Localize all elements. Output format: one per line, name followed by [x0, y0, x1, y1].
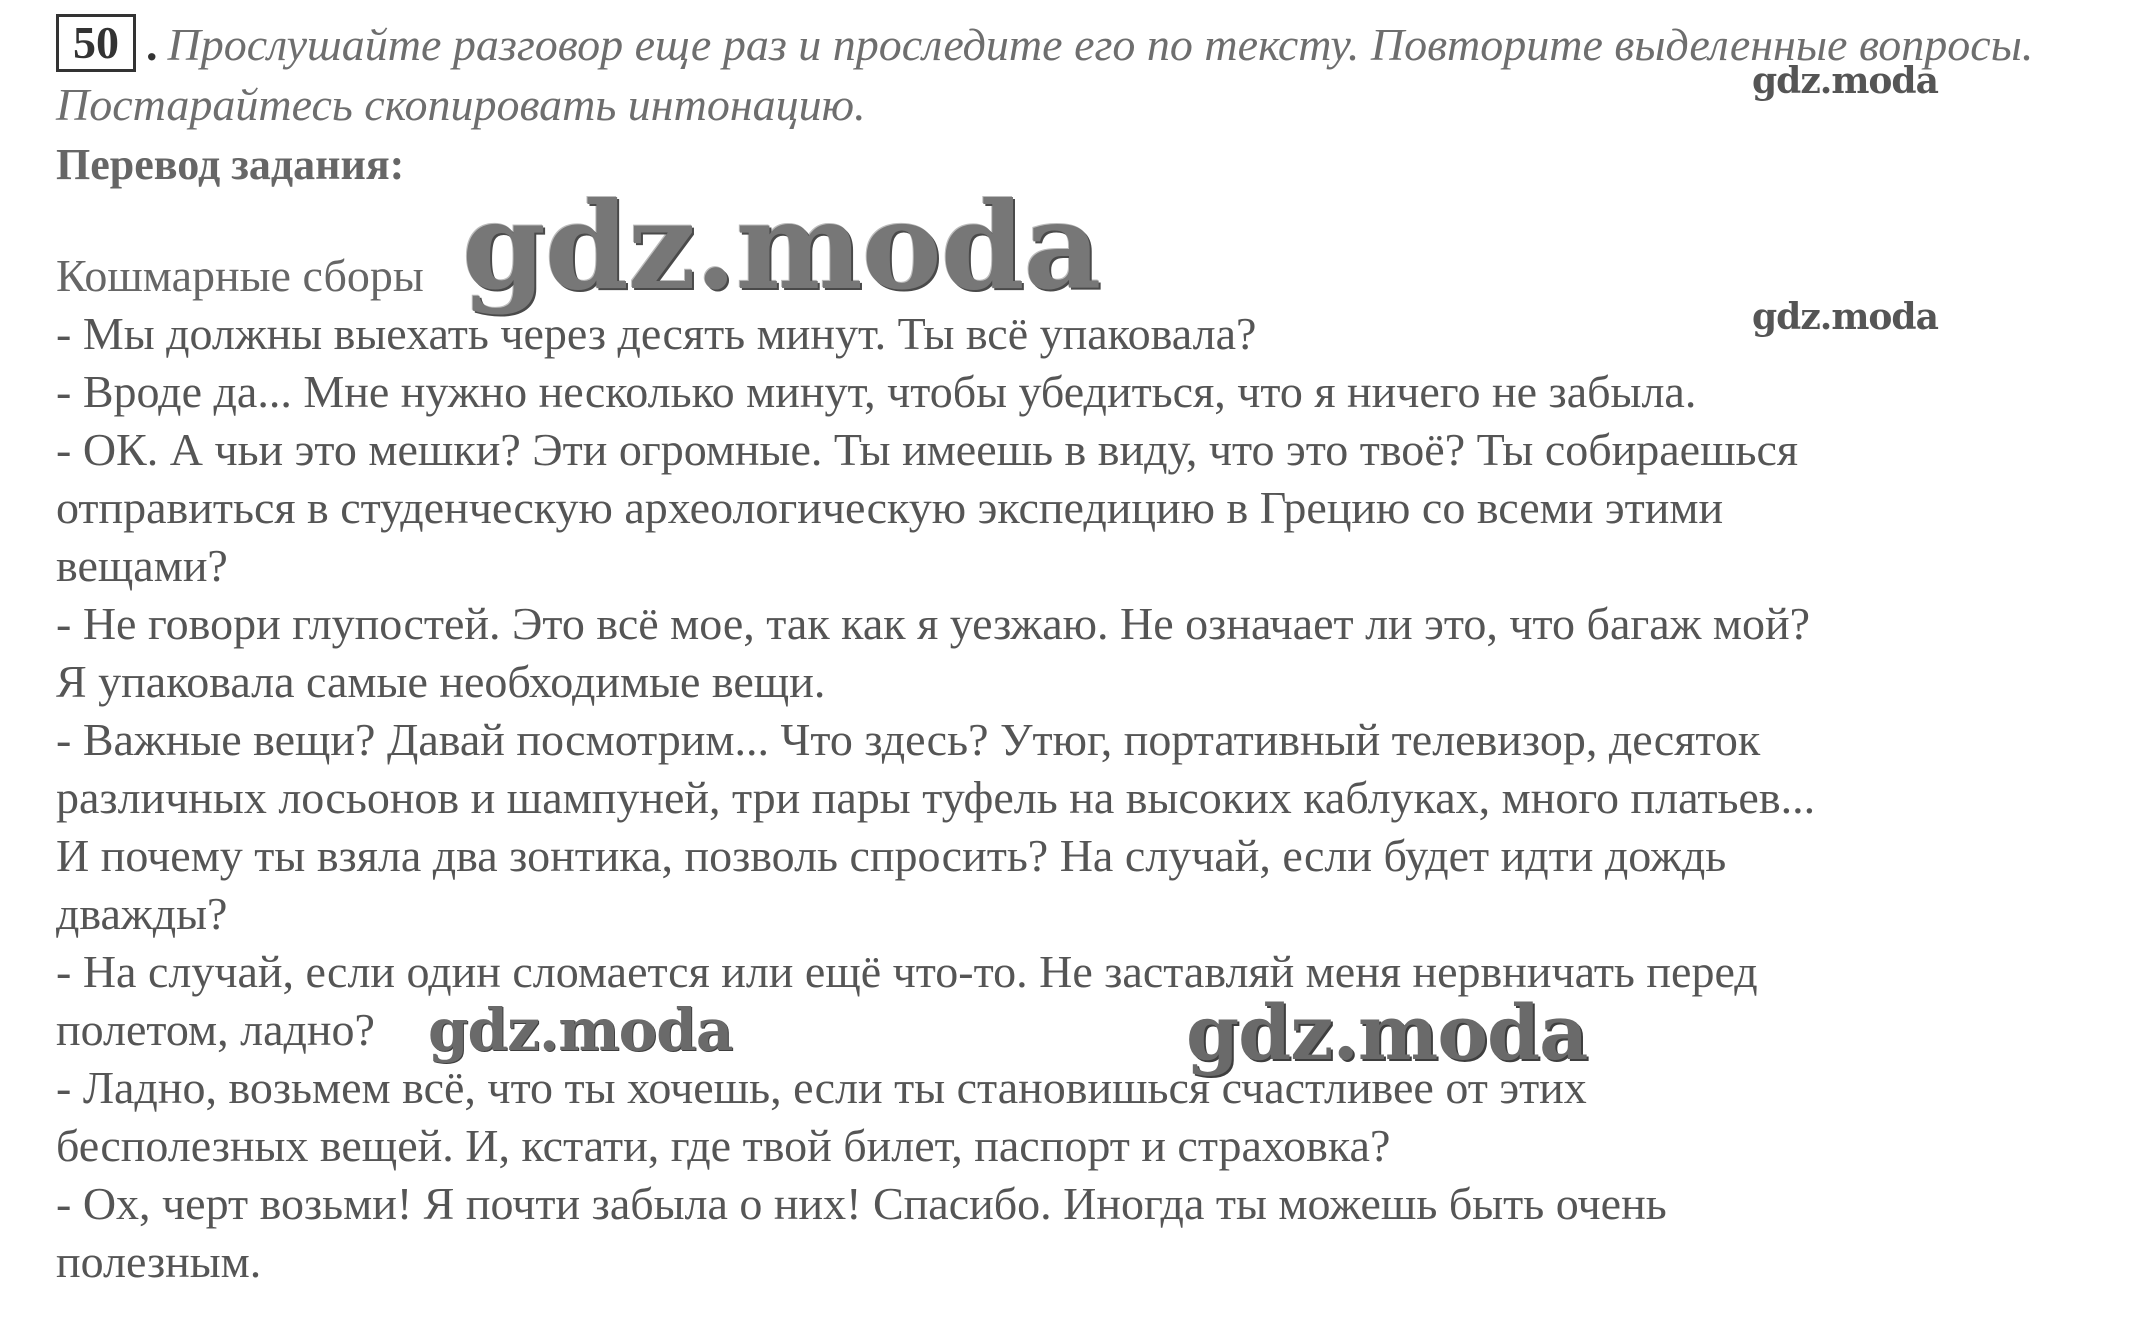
task-header: [56, 14, 2046, 135]
watermark-medium-left: gdz.moda: [428, 996, 733, 1064]
dialogue-line-4: - Не говори глупостей. Это всё мое, так как я уезжаю. Не означает ли это, что багаж мой? Я упаковала самые необходимые вещи.: [56, 598, 1811, 707]
dialogue-line-7: - Ладно, возьмем всё, что ты хочешь, если ты становишься счастливее от этих бесполезных вещей. И, кстати, где твой билет, паспорт и страховка?: [56, 1062, 1587, 1171]
watermark-medium-right: gdz.moda: [1186, 988, 1588, 1077]
dialogue-line-1: - Мы должны выехать через десять минут. Ты всё упаковала?: [56, 308, 1257, 359]
dialogue-line-8: - Ох, черт возьми! Я почти забыла о них! Спасибо. Иногда ты можешь быть очень полезным.: [56, 1178, 1667, 1287]
dialogue-line-3: - ОК. А чьи это мешки? Эти огромные. Ты имеешь в виду, что это твоё? Ты собираешься отправиться в студенческую археологическую экспедицию в Грецию со всеми этими вещами?: [56, 424, 1799, 591]
watermark-small-middle: gdz.moda: [1752, 296, 1938, 338]
dialogue-title: Кошмарные сборы: [56, 250, 424, 301]
task-number: 50: [56, 14, 136, 72]
dialogue-line-2: - Вроде да... Мне нужно несколько минут, чтобы убедиться, что я ничего не забыла.: [56, 366, 1697, 417]
dialogue-line-5: - Важные вещи? Давай посмотрим... Что здесь? Утюг, портативный телевизор, десяток различных лосьонов и шампуней, три пары туфель на высоких каблуках, много платьев... И почему ты взяла два зонтика, позволь спросить? На случай, если будет идти дождь дважды?: [56, 714, 1816, 939]
dialogue-line-6: - На случай, если один сломается или ещё что-то. Не заставляй меня нервничать перед полетом, ладно?: [56, 946, 1758, 1055]
translation-heading: Перевод задания:: [56, 140, 405, 189]
watermark-small-top: gdz.moda: [1752, 60, 1938, 102]
task-number-dot: .: [146, 19, 158, 70]
task-instruction: Прослушайте разговор еще раз и проследите его по тексту. Повторите выделенные вопросы. Постарайтесь скопировать интонацию.: [56, 19, 2034, 130]
watermark-large: gdz.moda: [462, 176, 1101, 317]
dialogue-lines: [56, 305, 2046, 1291]
